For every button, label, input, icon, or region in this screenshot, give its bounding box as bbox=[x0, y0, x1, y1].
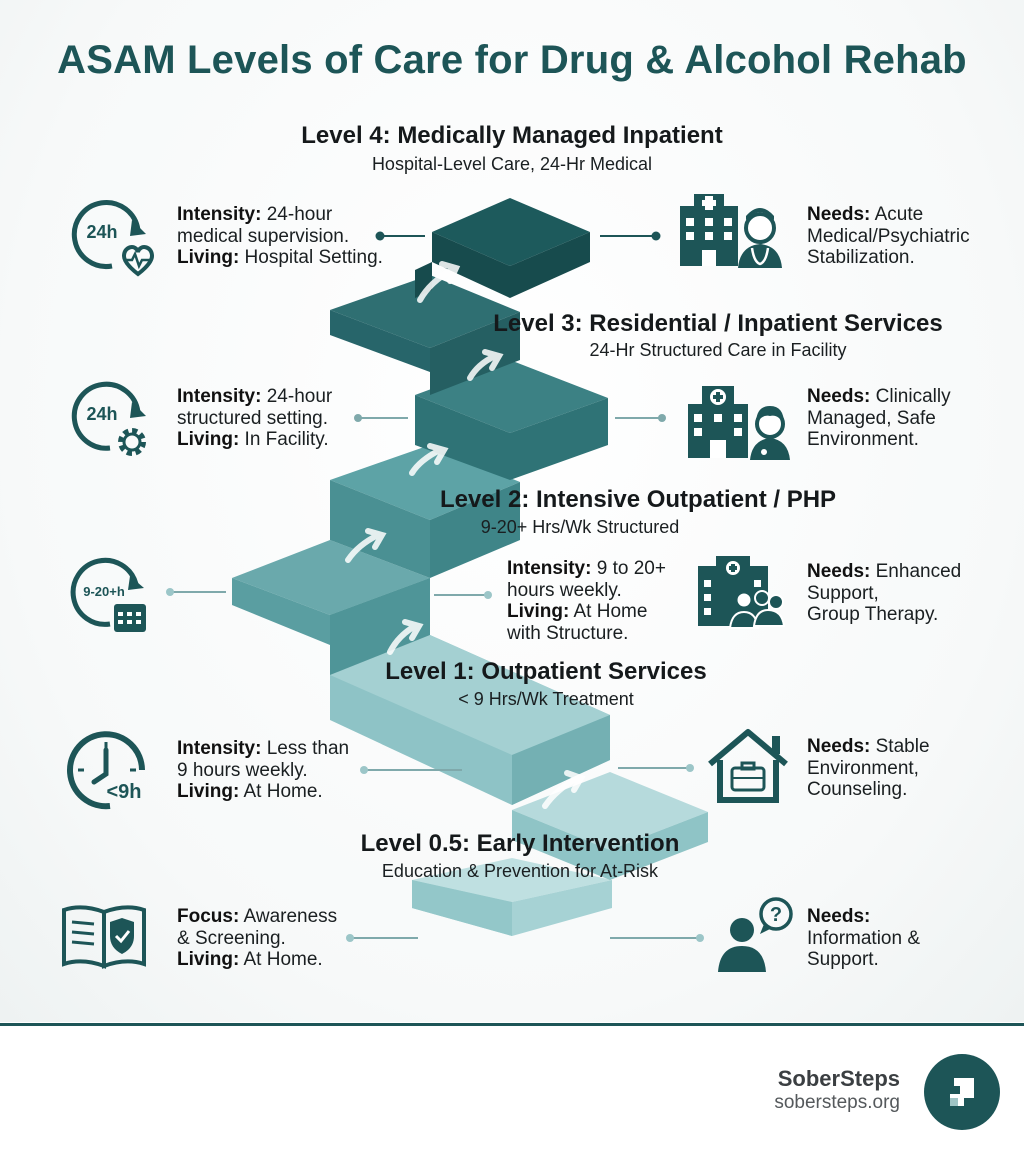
hospital-nurse-icon bbox=[676, 190, 786, 270]
brand-logo bbox=[924, 1054, 1000, 1130]
svg-text:9-20+h: 9-20+h bbox=[83, 584, 125, 599]
level-3-left-description: Intensity: 24-hour structured setting. Living: In Facility. bbox=[177, 386, 333, 450]
hospital-group-icon bbox=[696, 554, 786, 630]
level-3-right-description: Needs: Clinically Managed, Safe Environment. bbox=[807, 386, 951, 450]
level-0-5-subtitle: Education & Prevention for At-Risk bbox=[381, 861, 659, 881]
brand-url: sobersteps.org bbox=[774, 1092, 900, 1113]
svg-text:?: ? bbox=[769, 904, 783, 926]
svg-text:24h: 24h bbox=[86, 222, 118, 242]
house-briefcase-icon bbox=[706, 728, 792, 804]
clock-heart-icon bbox=[66, 194, 152, 280]
level-4-right-description: Needs: Acute Medical/Psychiatric Stabilization. bbox=[807, 204, 970, 268]
svg-text:24h: 24h bbox=[86, 404, 118, 424]
level-4-title: Level 4: Medically Managed Inpatient bbox=[301, 122, 723, 149]
brand-name: SoberSteps bbox=[777, 1066, 900, 1091]
label-intensity: Intensity: bbox=[177, 204, 262, 225]
level-3-title: Level 3: Residential / Inpatient Services bbox=[493, 310, 943, 337]
level-0-5-left-description: Focus: Awareness & Screening. Living: At Home. bbox=[177, 906, 338, 970]
level-4-subtitle: Hospital-Level Care, 24-Hr Medical bbox=[371, 154, 653, 174]
level-1-right-description: Needs: Stable Environment, Counseling. bbox=[807, 736, 930, 800]
clock-gear-icon bbox=[66, 376, 152, 462]
level-0-5-title: Level 0.5: Early Intervention bbox=[360, 830, 680, 857]
level-4-left-description: Intensity: 24-hour medical supervision. Living: Hospital Setting. bbox=[177, 204, 383, 268]
level-1-left-description: Intensity: Less than 9 hours weekly. Living: At Home. bbox=[177, 738, 350, 802]
level-2-subtitle: 9-20+ Hrs/Wk Structured bbox=[480, 517, 680, 537]
brand-block bbox=[774, 1066, 900, 1114]
page-title: ASAM Levels of Care for Drug & Alcohol Rehab bbox=[57, 38, 967, 82]
clock-icon bbox=[66, 728, 150, 812]
level-2-center-description: Intensity: 9 to 20+ hours weekly. Living: At Home with Structure. bbox=[507, 558, 666, 644]
label-living: Living: bbox=[177, 247, 240, 268]
book-shield-icon bbox=[60, 902, 150, 972]
label-needs: Needs: bbox=[807, 204, 871, 225]
level-1-subtitle: < 9 Hrs/Wk Treatment bbox=[458, 689, 634, 709]
person-question-icon bbox=[714, 896, 794, 972]
svg-text:<9h: <9h bbox=[106, 781, 142, 803]
level-0-5-right-description: Needs: Information & Support. bbox=[807, 906, 920, 970]
level-1-title: Level 1: Outpatient Services bbox=[385, 658, 707, 685]
clock-calendar-icon bbox=[66, 554, 156, 634]
footer-divider bbox=[0, 1023, 1024, 1026]
level-2-title: Level 2: Intensive Outpatient / PHP bbox=[439, 486, 837, 513]
level-3-subtitle: 24-Hr Structured Care in Facility bbox=[589, 340, 847, 360]
level-2-right-description: Needs: Enhanced Support, Group Therapy. bbox=[807, 561, 962, 625]
logo-mark-icon bbox=[924, 1054, 1000, 1130]
hospital-doctor-icon bbox=[686, 382, 796, 462]
